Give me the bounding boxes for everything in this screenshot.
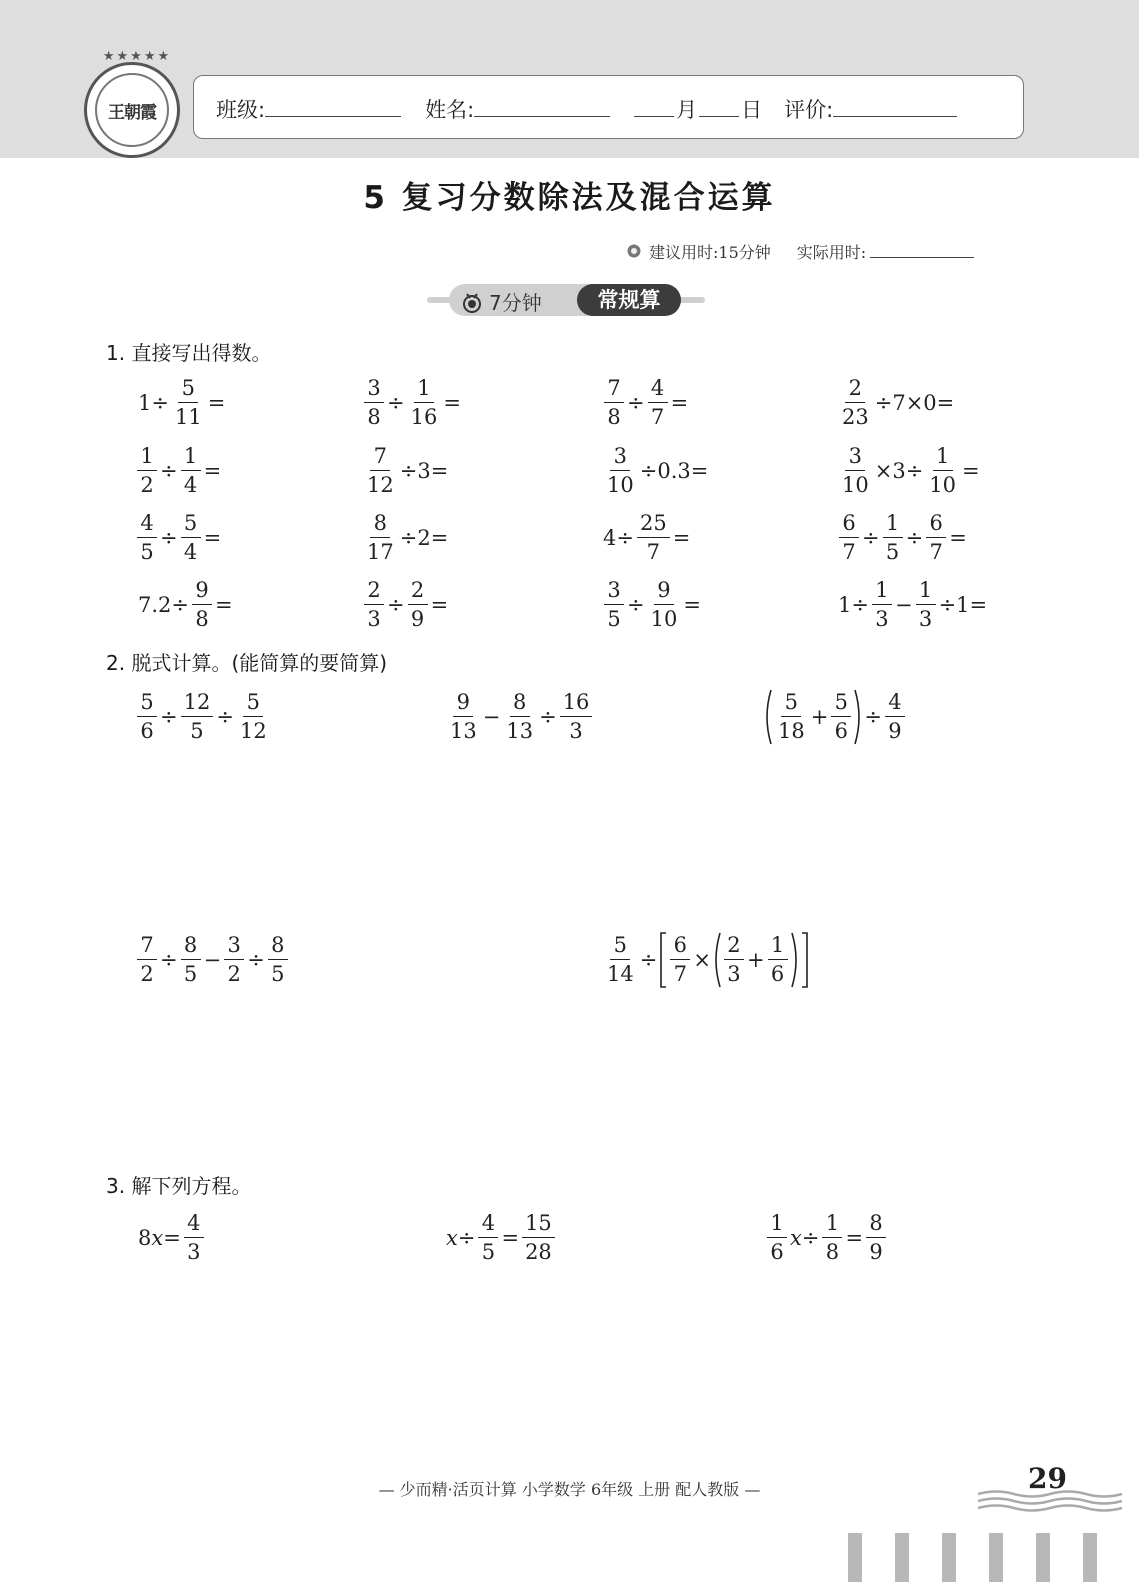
expression [837, 440, 981, 502]
denominator: 9 [410, 607, 425, 631]
denominator: 5 [885, 540, 900, 564]
day-field[interactable] [699, 94, 739, 117]
fraction [866, 1213, 886, 1263]
denominator: 5 [190, 719, 204, 743]
expression-text: = [443, 391, 461, 415]
equation [765, 1207, 888, 1269]
denominator: 17 [367, 540, 394, 564]
numerator: 5 [137, 692, 157, 717]
denominator: 4 [183, 540, 198, 564]
expression-text: x÷ [790, 1226, 820, 1250]
numerator: 8 [268, 935, 288, 960]
denominator: 5 [271, 962, 285, 986]
month-label: 月 [676, 98, 698, 122]
fraction [268, 935, 288, 985]
denominator: 3 [875, 607, 889, 631]
expression-text: ÷ [905, 526, 924, 550]
expression-text: = [962, 459, 980, 483]
numerator: 9 [192, 580, 212, 605]
numerator: 1 [883, 513, 903, 538]
student-info-box [193, 75, 1024, 139]
numerator: 1 [872, 580, 892, 605]
fraction [724, 935, 744, 985]
fraction [768, 935, 788, 985]
fraction [181, 935, 201, 985]
denominator: 10 [650, 607, 678, 631]
evaluation-label: 评价: [784, 98, 834, 122]
logo-ring [95, 73, 169, 147]
expression [602, 372, 689, 434]
expression [837, 507, 968, 569]
margin-bars [848, 1533, 1130, 1582]
clock-flower-icon [625, 242, 643, 258]
fraction [181, 446, 201, 496]
expression [135, 929, 290, 991]
equation [137, 1207, 206, 1269]
expression [137, 372, 226, 434]
fraction [648, 580, 681, 630]
numerator: 1 [916, 580, 936, 605]
expression [602, 440, 709, 502]
footer-text: — 少而精·活页计算 小学数学 6年级 上册 配人教版 — [378, 1480, 761, 1499]
bracket [712, 931, 722, 989]
numerator: 7 [604, 378, 624, 403]
expression-text: ÷ [247, 948, 265, 972]
fraction [184, 1213, 204, 1263]
expression [135, 686, 272, 748]
expression-text: ÷ [387, 593, 405, 617]
bracket [790, 931, 800, 989]
expression [602, 507, 691, 569]
fraction [648, 378, 668, 428]
fraction [137, 446, 157, 496]
badge-time [461, 287, 542, 316]
fraction [637, 513, 670, 563]
expression-text: ÷ [160, 948, 178, 972]
fraction [408, 580, 428, 630]
denominator: 3 [918, 607, 933, 631]
fraction [604, 580, 624, 630]
numerator: 4 [885, 692, 905, 717]
expression-text: = [845, 1226, 864, 1250]
fraction [224, 935, 244, 985]
fraction [885, 692, 905, 742]
logo-stars: ★★★★★ [102, 49, 172, 64]
numerator: 1 [414, 378, 434, 403]
numerator: 7 [137, 935, 157, 960]
day-label: 日 [741, 98, 763, 122]
bracket [658, 931, 668, 989]
numerator: 1 [933, 446, 953, 471]
numerator: 25 [637, 513, 670, 538]
fraction [522, 1213, 555, 1263]
expression [137, 574, 234, 636]
denominator: 5 [140, 540, 154, 564]
denominator: 13 [450, 719, 477, 743]
denominator: 18 [778, 719, 805, 743]
numerator: 3 [604, 580, 624, 605]
fraction [775, 692, 808, 742]
denominator: 9 [888, 719, 902, 743]
expression-text: ÷2= [399, 526, 449, 550]
denominator: 10 [607, 473, 634, 497]
margin-bar [895, 1533, 909, 1582]
expression-text: ÷ [627, 391, 645, 415]
fraction [364, 580, 384, 630]
class-field[interactable] [265, 94, 401, 117]
page-title: 5 复习分数除法及混合运算 [363, 180, 776, 216]
expression [837, 574, 988, 636]
fraction [560, 692, 593, 742]
fraction [831, 692, 851, 742]
fraction [364, 378, 384, 428]
numerator: 4 [184, 1213, 204, 1238]
expression-text: = [430, 593, 449, 617]
expression-text: = [203, 459, 222, 483]
numerator: 1 [768, 935, 788, 960]
expression [837, 372, 955, 434]
expression-text: + [810, 705, 829, 729]
expression-text: ÷ [864, 705, 882, 729]
time-badge [427, 284, 705, 316]
fraction [767, 1213, 787, 1263]
expression-text: 1÷ [138, 391, 169, 415]
fraction [192, 580, 212, 630]
expression-text: ÷0.3= [639, 459, 709, 483]
expression-text: ÷ [862, 526, 880, 550]
expression-text: = [672, 526, 691, 550]
fraction [926, 446, 959, 496]
info-row [216, 94, 957, 124]
denominator: 8 [607, 405, 621, 429]
expression-text: ÷ [387, 391, 405, 415]
fraction [503, 692, 536, 742]
expression [763, 686, 907, 748]
denominator: 12 [367, 473, 394, 497]
denominator: 7 [842, 540, 856, 564]
numerator: 4 [478, 1213, 498, 1238]
numerator: 3 [224, 935, 244, 960]
denominator: 10 [929, 473, 957, 497]
expression [602, 574, 702, 636]
expression-text: = [501, 1226, 520, 1250]
numerator: 3 [845, 446, 865, 471]
denominator: 7 [646, 540, 661, 564]
fraction [137, 935, 157, 985]
name-label: 姓名: [425, 98, 475, 122]
expression-text: = [203, 526, 222, 550]
expression-text: 1÷ [838, 593, 869, 617]
expression-text: x÷ [446, 1226, 476, 1250]
numerator: 9 [654, 580, 674, 605]
numerator: 1 [181, 446, 201, 471]
margin-bar [1036, 1533, 1050, 1582]
badge-time-text: 7分钟 [489, 291, 542, 315]
numerator: 9 [453, 692, 473, 717]
fraction [447, 692, 480, 742]
expression-text: × [693, 948, 711, 972]
denominator: 3 [727, 962, 741, 986]
numerator: 4 [648, 378, 668, 403]
numerator: 8 [510, 692, 530, 717]
numerator: 5 [243, 692, 263, 717]
section-2-heading: 2. 脱式计算。(能简算的要简算) [106, 651, 388, 675]
numerator: 6 [839, 513, 859, 538]
expression-text: ÷ [627, 593, 645, 617]
numerator: 6 [926, 513, 946, 538]
margin-bar [942, 1533, 956, 1582]
fraction [364, 446, 397, 496]
expression [445, 686, 594, 748]
expression [135, 440, 222, 502]
margin-bar [989, 1533, 1003, 1582]
fraction [181, 513, 201, 563]
numerator: 8 [370, 513, 390, 538]
numerator: 5 [831, 692, 851, 717]
denominator: 10 [842, 473, 869, 497]
fraction [604, 446, 637, 496]
denominator: 2 [227, 962, 241, 986]
denominator: 28 [525, 1240, 552, 1264]
numerator: 2 [845, 378, 865, 403]
fraction [604, 378, 624, 428]
time-line [625, 240, 974, 263]
denominator: 6 [140, 719, 154, 743]
bracket [800, 931, 810, 989]
denominator: 2 [140, 962, 154, 986]
numerator: 1 [822, 1213, 842, 1238]
fraction [670, 935, 690, 985]
fraction [604, 935, 637, 985]
denominator: 9 [869, 1240, 883, 1264]
denominator: 4 [183, 473, 198, 497]
class-label: 班级: [216, 98, 266, 122]
expression-text: = [683, 593, 701, 617]
expression-text: ÷7×0= [874, 391, 955, 415]
expression [362, 372, 462, 434]
expression-text: 4÷ [603, 526, 634, 550]
expression [362, 574, 449, 636]
expression-text: 8x= [138, 1226, 181, 1250]
expression-text: − [482, 705, 501, 729]
logo-text: 王朝霞 [108, 102, 156, 123]
denominator: 7 [650, 405, 665, 429]
fraction [839, 378, 872, 428]
fraction [172, 378, 205, 428]
denominator: 8 [367, 405, 381, 429]
margin-bar [1083, 1533, 1097, 1582]
expression-text: = [670, 391, 689, 415]
denominator: 11 [174, 405, 202, 429]
numerator: 15 [522, 1213, 555, 1238]
numerator: 2 [364, 580, 384, 605]
fraction [883, 513, 903, 563]
numerator: 7 [370, 446, 390, 471]
denominator: 3 [367, 607, 381, 631]
actual-time-label: 实际用时: [796, 243, 867, 262]
equation [445, 1207, 557, 1269]
denominator: 8 [195, 607, 209, 631]
expression-text: ÷1= [938, 593, 988, 617]
bracket [763, 688, 773, 746]
numerator: 4 [137, 513, 157, 538]
expression-text: ÷ [216, 705, 234, 729]
expression [602, 929, 810, 991]
fraction [181, 692, 214, 742]
fraction [137, 513, 157, 563]
numerator: 8 [181, 935, 201, 960]
denominator: 5 [481, 1240, 496, 1264]
expression-text: ÷ [160, 459, 178, 483]
denominator: 5 [183, 962, 198, 986]
denominator: 2 [140, 473, 154, 497]
fraction [408, 378, 441, 428]
numerator: 3 [610, 446, 630, 471]
numerator: 6 [670, 935, 690, 960]
denominator: 12 [239, 719, 267, 743]
expression-text: ×3÷ [874, 459, 924, 483]
denominator: 3 [187, 1240, 201, 1264]
numerator: 1 [137, 446, 157, 471]
fraction [926, 513, 946, 563]
fraction [872, 580, 892, 630]
expression-text: ÷ [160, 705, 178, 729]
section-1-heading: 1. 直接写出得数。 [106, 341, 272, 365]
evaluation-field[interactable] [833, 94, 957, 117]
numerator: 3 [364, 378, 384, 403]
denominator: 6 [770, 1240, 784, 1264]
expression [135, 507, 222, 569]
expression-text: = [949, 526, 967, 550]
expression [362, 507, 449, 569]
badge-label: 常规算 [577, 284, 681, 316]
fraction [822, 1213, 842, 1263]
fraction [839, 513, 859, 563]
numerator: 12 [181, 692, 214, 717]
numerator: 5 [781, 692, 801, 717]
expression-text: ÷ [539, 705, 557, 729]
numerator: 5 [610, 935, 630, 960]
expression-text: ÷3= [399, 459, 449, 483]
expression-text: − [203, 948, 222, 972]
page-number: 29 [1028, 1462, 1067, 1495]
denominator: 5 [607, 607, 621, 631]
wave-decoration [978, 1488, 1128, 1518]
name-field[interactable] [474, 94, 610, 117]
expression-text: + [746, 948, 765, 972]
expression-text: 7.2÷ [138, 593, 189, 617]
denominator: 7 [673, 962, 688, 986]
denominator: 8 [825, 1240, 840, 1264]
numerator: 16 [560, 692, 593, 717]
denominator: 6 [770, 962, 785, 986]
bracket [853, 688, 863, 746]
numerator: 2 [724, 935, 744, 960]
numerator: 1 [767, 1213, 787, 1238]
denominator: 23 [842, 405, 869, 429]
medal-icon [461, 292, 483, 314]
denominator: 14 [607, 962, 634, 986]
fraction [137, 692, 157, 742]
numerator: 5 [181, 513, 201, 538]
fraction [916, 580, 936, 630]
expression [362, 440, 449, 502]
denominator: 16 [410, 405, 438, 429]
margin-bar [848, 1533, 862, 1582]
fraction [364, 513, 397, 563]
denominator: 3 [569, 719, 583, 743]
denominator: 6 [834, 719, 849, 743]
suggested-time: 建议用时:15分钟 [649, 243, 771, 262]
denominator: 13 [506, 719, 534, 743]
expression-text: = [207, 391, 226, 415]
expression-text: ÷ [160, 526, 178, 550]
numerator: 2 [408, 580, 428, 605]
numerator: 5 [178, 378, 198, 403]
fraction [237, 692, 270, 742]
section-3-heading: 3. 解下列方程。 [106, 1174, 252, 1198]
fraction [478, 1213, 498, 1263]
actual-time-field[interactable] [870, 241, 974, 258]
brand-logo [84, 49, 180, 158]
expression-text: = [215, 593, 233, 617]
expression-text: ÷ [639, 948, 658, 972]
denominator: 7 [929, 540, 943, 564]
expression-text: − [894, 593, 913, 617]
fraction [839, 446, 872, 496]
month-field[interactable] [634, 94, 674, 117]
numerator: 8 [866, 1213, 886, 1238]
